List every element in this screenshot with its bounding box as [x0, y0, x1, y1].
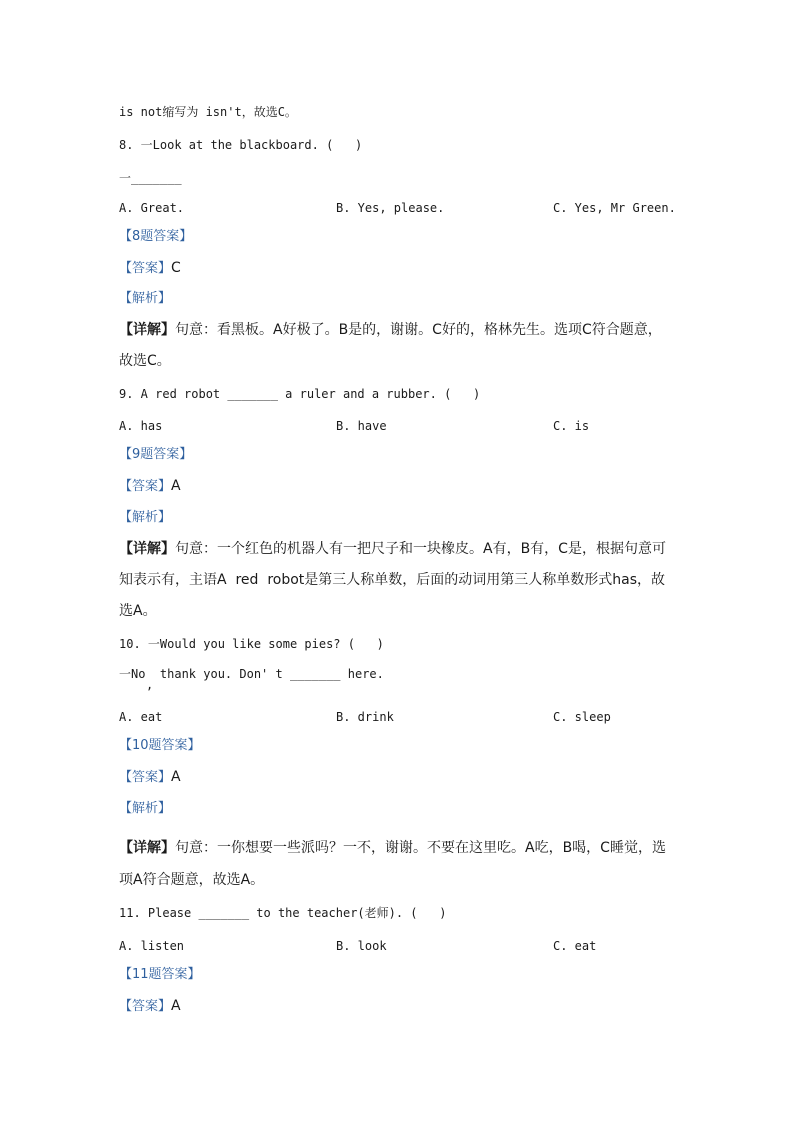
question-11-option-a: A. listen — [119, 939, 185, 953]
question-8-detail-line-1 — [119, 320, 662, 340]
question-10-analysis-label: 【解析】 — [119, 801, 172, 816]
question-8-text: 8. 一Look at the blackboard. ( ) — [119, 138, 363, 152]
question-11-option-c: C. eat — [553, 939, 597, 953]
question-10-detail-line-2: 项A符合题意，故选A。 — [119, 872, 265, 888]
question-9-detail-line-1 — [119, 539, 666, 559]
question-11-answer — [119, 996, 181, 1016]
question-11-text: 11. Please _______ to the teacher(老师). ( ) — [119, 906, 447, 920]
answer-label: 【答案】 — [119, 479, 172, 494]
question-11-answer-tag: 【11题答案】 — [119, 967, 201, 982]
question-10-answer-tag: 【10题答案】 — [119, 738, 201, 753]
question-8-reply: 一_______ — [119, 171, 182, 185]
question-9-text: 9. A red robot _______ a ruler and a rubber. ( ) — [119, 387, 481, 401]
question-9-option-b: B. have — [336, 419, 387, 433]
question-10-option-c: C. sleep — [553, 710, 611, 724]
question-8-answer-tag: 【8题答案】 — [119, 229, 193, 244]
question-10-answer — [119, 767, 181, 787]
answer-label: 【答案】 — [119, 261, 172, 276]
detail-text: 句意：看黑板。A好极了。B是的，谢谢。C好的，格林先生。选项C符合题意， — [175, 322, 662, 338]
detail-label: 【详解】 — [119, 322, 175, 338]
answer-value: A — [171, 478, 181, 494]
detail-label: 【详解】 — [119, 840, 175, 856]
answer-value: C — [171, 260, 181, 276]
detail-text: 句意：一个红色的机器人有一把尺子和一块橡皮。A有，B有，C是，根据句意可 — [175, 541, 666, 557]
question-9-answer-tag: 【9题答案】 — [119, 447, 193, 462]
question-8-analysis-label: 【解析】 — [119, 291, 172, 306]
question-9-option-c: C. is — [553, 419, 590, 433]
question-9-detail-line-2: 知表示有，主语A red robot是第三人称单数，后面的动词用第三人称单数形式has，故 — [119, 572, 666, 588]
question-9-option-a: A. has — [119, 419, 163, 433]
previous-explanation-tail: is not缩写为 isn't，故选C。 — [119, 105, 297, 119]
question-10-comma: , — [146, 678, 154, 692]
answer-label: 【答案】 — [119, 999, 172, 1014]
question-8-answer — [119, 258, 181, 278]
detail-label: 【详解】 — [119, 541, 175, 557]
answer-label: 【答案】 — [119, 770, 172, 785]
question-8-option-a: A. Great. — [119, 201, 185, 215]
question-10-detail-line-1 — [119, 838, 666, 858]
question-11-option-b: B. look — [336, 939, 387, 953]
question-10-option-b: B. drink — [336, 710, 394, 724]
question-9-answer — [119, 476, 181, 496]
question-8-option-b: B. Yes, please. — [336, 201, 445, 215]
question-10-reply: 一No thank you. Don' t _______ here. — [119, 667, 384, 681]
question-10-text: 10. 一Would you like some pies? ( ) — [119, 637, 384, 651]
detail-text: 句意：一你想要一些派吗？一不，谢谢。不要在这里吃。A吃，B喝，C睡觉，选 — [175, 840, 666, 856]
question-8-option-c: C. Yes, Mr Green. — [553, 201, 676, 215]
question-9-analysis-label: 【解析】 — [119, 510, 172, 525]
question-9-detail-line-3: 选A。 — [119, 603, 157, 619]
answer-value: A — [171, 998, 181, 1014]
question-8-detail-line-2: 故选C。 — [119, 353, 171, 369]
question-10-option-a: A. eat — [119, 710, 163, 724]
answer-value: A — [171, 769, 181, 785]
